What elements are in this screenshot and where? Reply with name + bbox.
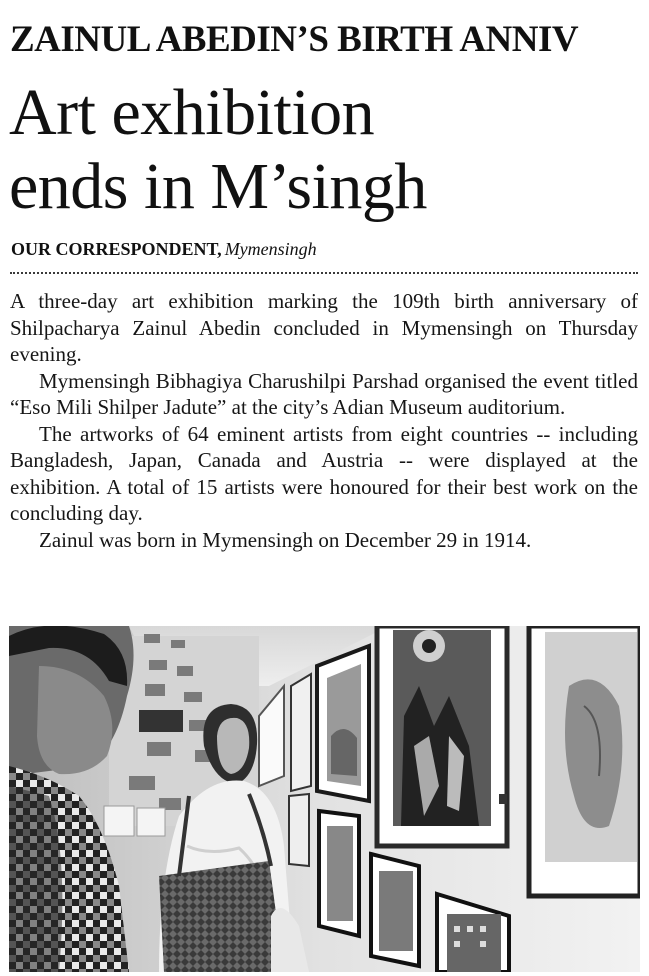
headline-line-2: ends in M’singh — [9, 150, 427, 223]
byline-place: Mymensingh — [224, 239, 317, 259]
article-paragraph-2: Mymensingh Bibhagiya Charushilpi Parshad organised the event titled “Eso Mili Shilper Jadute” at the city’s Adian Museum auditorium. — [10, 368, 638, 419]
article-paragraph-4: Zainul was born in Mymensingh on December 29 in 1914. — [39, 527, 532, 552]
byline — [11, 237, 317, 261]
byline-author: OUR CORRESPONDENT, — [11, 239, 222, 259]
article-paragraph-3: The artworks of 64 eminent artists from eight countries -- including Bangladesh, Japan, Canada and Austria -- were displayed at the exhibition. A total of 15 artists were honoured for their best work on the concluding day. — [10, 421, 638, 525]
dotted-divider — [10, 272, 638, 274]
article-body — [10, 288, 638, 553]
kicker-headline: ZAINUL ABEDIN’S BIRTH ANNIV — [10, 19, 579, 60]
exhibition-photo — [9, 626, 640, 972]
headline — [9, 76, 641, 224]
article-paragraph-1: A three-day art exhibition marking the 109th birth anniversary of Shilpacharya Zainul Abedin concluded in Mymensingh on Thursday evening. — [10, 289, 638, 366]
headline-line-1: Art exhibition — [9, 76, 375, 149]
